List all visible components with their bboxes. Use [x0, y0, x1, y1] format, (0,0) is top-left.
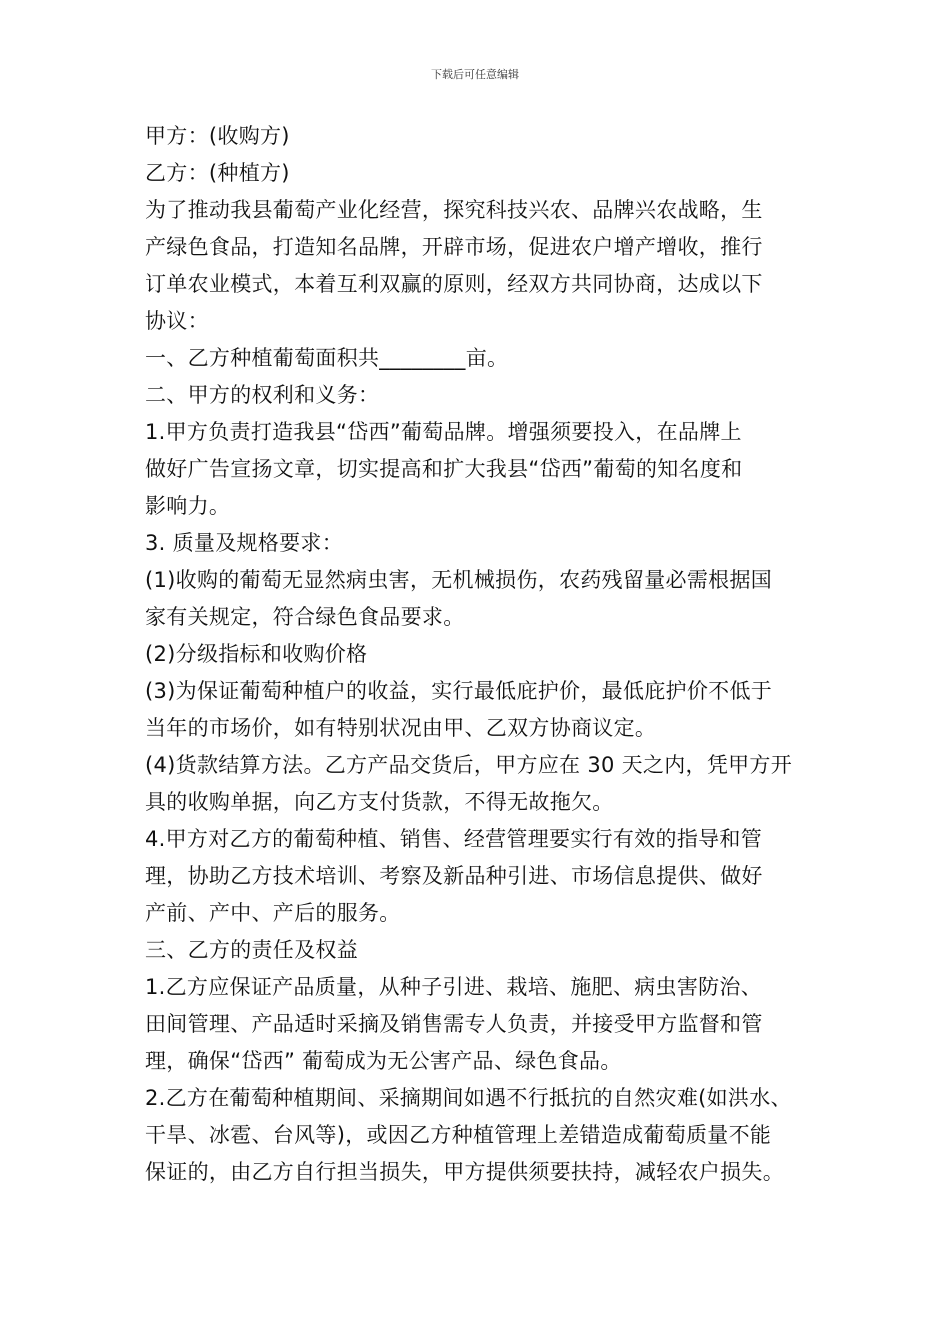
doc-line: 订单农业模式，本着互利双赢的原则，经双方共同协商，达成以下: [145, 272, 763, 296]
document-body: [145, 118, 820, 1191]
doc-line: 1.乙方应保证产品质量，从种子引进、栽培、施肥、病虫害防治、: [145, 975, 763, 999]
doc-line: 理，确保“岱西” 葡萄成为无公害产品、绿色食品。: [145, 1049, 622, 1073]
doc-line: 3. 质量及规格要求：: [145, 531, 344, 555]
doc-line: 保证的，由乙方自行担当损失，甲方提供须要扶持，减轻农户损失。: [145, 1160, 784, 1184]
doc-line: 家有关规定，符合绿色食品要求。: [145, 605, 465, 629]
doc-line: 理，协助乙方技术培训、考察及新品种引进、市场信息提供、做好: [145, 864, 763, 888]
doc-line: 1.甲方负责打造我县“岱西”葡萄品牌。增强须要投入，在品牌上: [145, 420, 742, 444]
doc-line: (2)分级指标和收购价格: [145, 642, 368, 666]
doc-line: 一、乙方种植葡萄面积共________亩。: [145, 346, 509, 370]
page-header-note: 下载后可任意编辑: [431, 68, 519, 81]
doc-line: 三、乙方的责任及权益: [145, 938, 358, 962]
doc-line: 为了推动我县葡萄产业化经营，探究科技兴农、品牌兴农战略，生: [145, 198, 763, 222]
doc-line: (1)收购的葡萄无显然病虫害，无机械损伤，农药残留量必需根据国: [145, 568, 773, 592]
doc-line: 乙方：(种植方): [145, 161, 290, 185]
doc-line: 田间管理、产品适时采摘及销售需专人负责，并接受甲方监督和管: [145, 1012, 763, 1036]
doc-line: 甲方：(收购方): [145, 124, 290, 148]
doc-line: 影响力。: [145, 494, 231, 518]
doc-line: (3)为保证葡萄种植户的收益，实行最低庇护价，最低庇护价不低于: [145, 679, 773, 703]
doc-line: 当年的市场价，如有特别状况由甲、乙双方协商议定。: [145, 716, 657, 740]
doc-line: 干旱、冰雹、台风等)，或因乙方种植管理上差错造成葡萄质量不能: [145, 1123, 772, 1147]
doc-line: 协议：: [145, 309, 209, 333]
doc-line: 做好广告宣扬文章，切实提高和扩大我县“岱西”葡萄的知名度和: [145, 457, 743, 481]
doc-line: 产前、产中、产后的服务。: [145, 901, 401, 925]
doc-line: (4)货款结算方法。乙方产品交货后，甲方应在 30 天之内，凭甲方开: [145, 753, 793, 777]
doc-line: 具的收购单据，向乙方支付货款，不得无故拖欠。: [145, 790, 614, 814]
doc-line: 产绿色食品，打造知名品牌，开辟市场，促进农户增产增收，推行: [145, 235, 763, 259]
doc-line: 2.乙方在葡萄种植期间、采摘期间如遇不行抵抗的自然灾难(如洪水、: [145, 1086, 792, 1110]
doc-line: 二、甲方的权利和义务：: [145, 383, 380, 407]
doc-line: 4.甲方对乙方的葡萄种植、销售、经营管理要实行有效的指导和管: [145, 827, 763, 851]
